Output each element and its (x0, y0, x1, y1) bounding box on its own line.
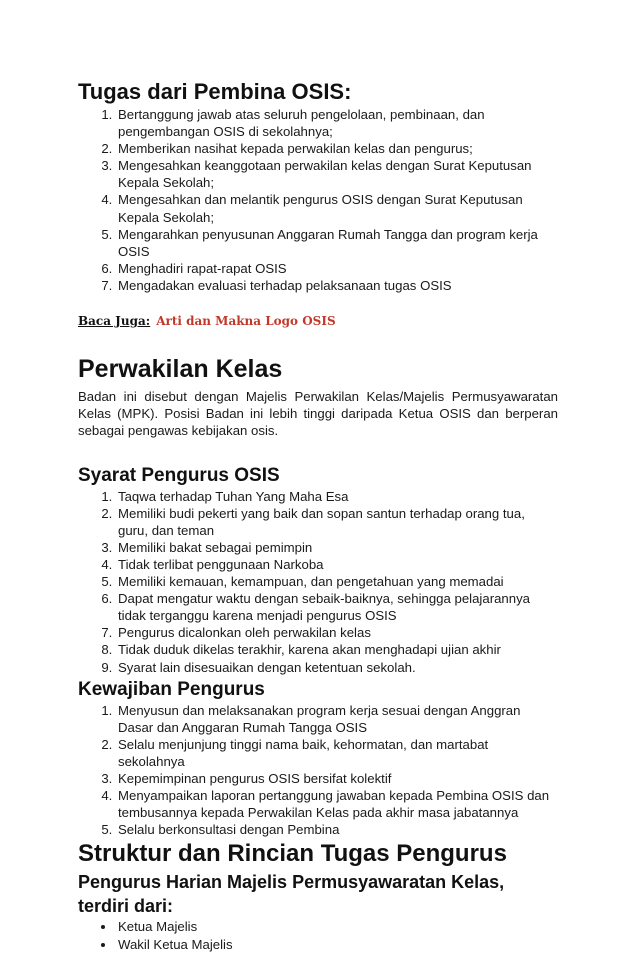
list-item: 2. Selalu menjunjung tinggi nama baik, kehormatan, dan martabat sekolahnya (116, 736, 558, 770)
list-item: 2. Memiliki budi pekerti yang baik dan sopan santun terhadap orang tua, guru, dan teman (116, 505, 558, 539)
list-syarat-pengurus (78, 488, 558, 676)
list-item: 5. Memiliki kemauan, kemampuan, dan pengetahuan yang memadai (116, 573, 558, 590)
list-item: 6. Dapat mengatur waktu dengan sebaik-baiknya, sehingga pelajarannya tidak terganggu karena menjadi pengurus OSIS (116, 590, 558, 624)
list-item: • Wakil Ketua Majelis (116, 936, 558, 953)
list-item: 7. Pengurus dicalonkan oleh perwakilan kelas (116, 624, 558, 641)
list-item: 5. Selalu berkonsultasi dengan Pembina (116, 821, 558, 838)
list-item: 1. Taqwa terhadap Tuhan Yang Maha Esa (116, 488, 558, 505)
paragraph-perwakilan-kelas: Badan ini disebut dengan Majelis Perwakilan Kelas/Majelis Permusyawaratan Kelas (MPK). Posisi Badan ini lebih tinggi daripada Ketua OSIS dan berperan sebagai pengawas kebijakan osis. (78, 389, 558, 439)
baca-juga-link[interactable]: Arti dan Makna Logo OSIS (156, 314, 336, 329)
list-item: 4. Menyampaikan laporan pertanggung jawaban kepada Pembina OSIS dan tembusannya kepada Perwakilan Kelas pada akhir masa jabatannya (116, 787, 558, 821)
list-item: 4. Mengesahkan dan melantik pengurus OSIS dengan Surat Keputusan Kepala Sekolah; (116, 191, 558, 225)
list-item: 3. Mengesahkan keanggotaan perwakilan kelas dengan Surat Keputusan Kepala Sekolah; (116, 157, 558, 191)
heading-tugas-pembina: Tugas dari Pembina OSIS: (78, 79, 352, 104)
heading-struktur: Struktur dan Rincian Tugas Pengurus (78, 840, 507, 868)
list-item: 2. Memberikan nasihat kepada perwakilan kelas dan pengurus; (116, 140, 558, 157)
list-item: 1. Menyusun dan melaksanakan program kerja sesuai dengan Anggran Dasar dan Anggaran Rumah Tangga OSIS (116, 702, 558, 736)
baca-juga-label: Baca Juga: (78, 314, 151, 329)
list-item: 5. Mengarahkan penyusunan Anggaran Rumah Tangga dan program kerja OSIS (116, 226, 558, 260)
list-tugas-pembina (78, 106, 558, 294)
list-item: • Ketua Majelis (116, 918, 558, 935)
list-kewajiban-pengurus (78, 702, 558, 839)
baca-juga (78, 312, 558, 330)
list-item: 8. Tidak duduk dikelas terakhir, karena akan menghadapi ujian akhir (116, 641, 558, 658)
list-item: 3. Memiliki bakat sebagai pemimpin (116, 539, 558, 556)
list-pengurus-harian (78, 918, 558, 952)
heading-kewajiban-pengurus: Kewajiban Pengurus (78, 678, 265, 700)
subheading-pengurus-harian: Pengurus Harian Majelis Permusyawaratan Kelas, terdiri dari: (78, 872, 505, 917)
list-item: 6. Menghadiri rapat-rapat OSIS (116, 260, 558, 277)
list-item: 7. Mengadakan evaluasi terhadap pelaksanaan tugas OSIS (116, 277, 558, 294)
list-item: 9. Syarat lain disesuaikan dengan ketentuan sekolah. (116, 659, 558, 676)
heading-perwakilan-kelas: Perwakilan Kelas (78, 355, 283, 384)
list-item: 4. Tidak terlibat penggunaan Narkoba (116, 556, 558, 573)
heading-syarat-pengurus: Syarat Pengurus OSIS (78, 464, 280, 486)
list-item: 3. Kepemimpinan pengurus OSIS bersifat kolektif (116, 770, 558, 787)
list-item: 1. Bertanggung jawab atas seluruh pengelolaan, pembinaan, dan pengembangan OSIS di sekolahnya; (116, 106, 558, 140)
